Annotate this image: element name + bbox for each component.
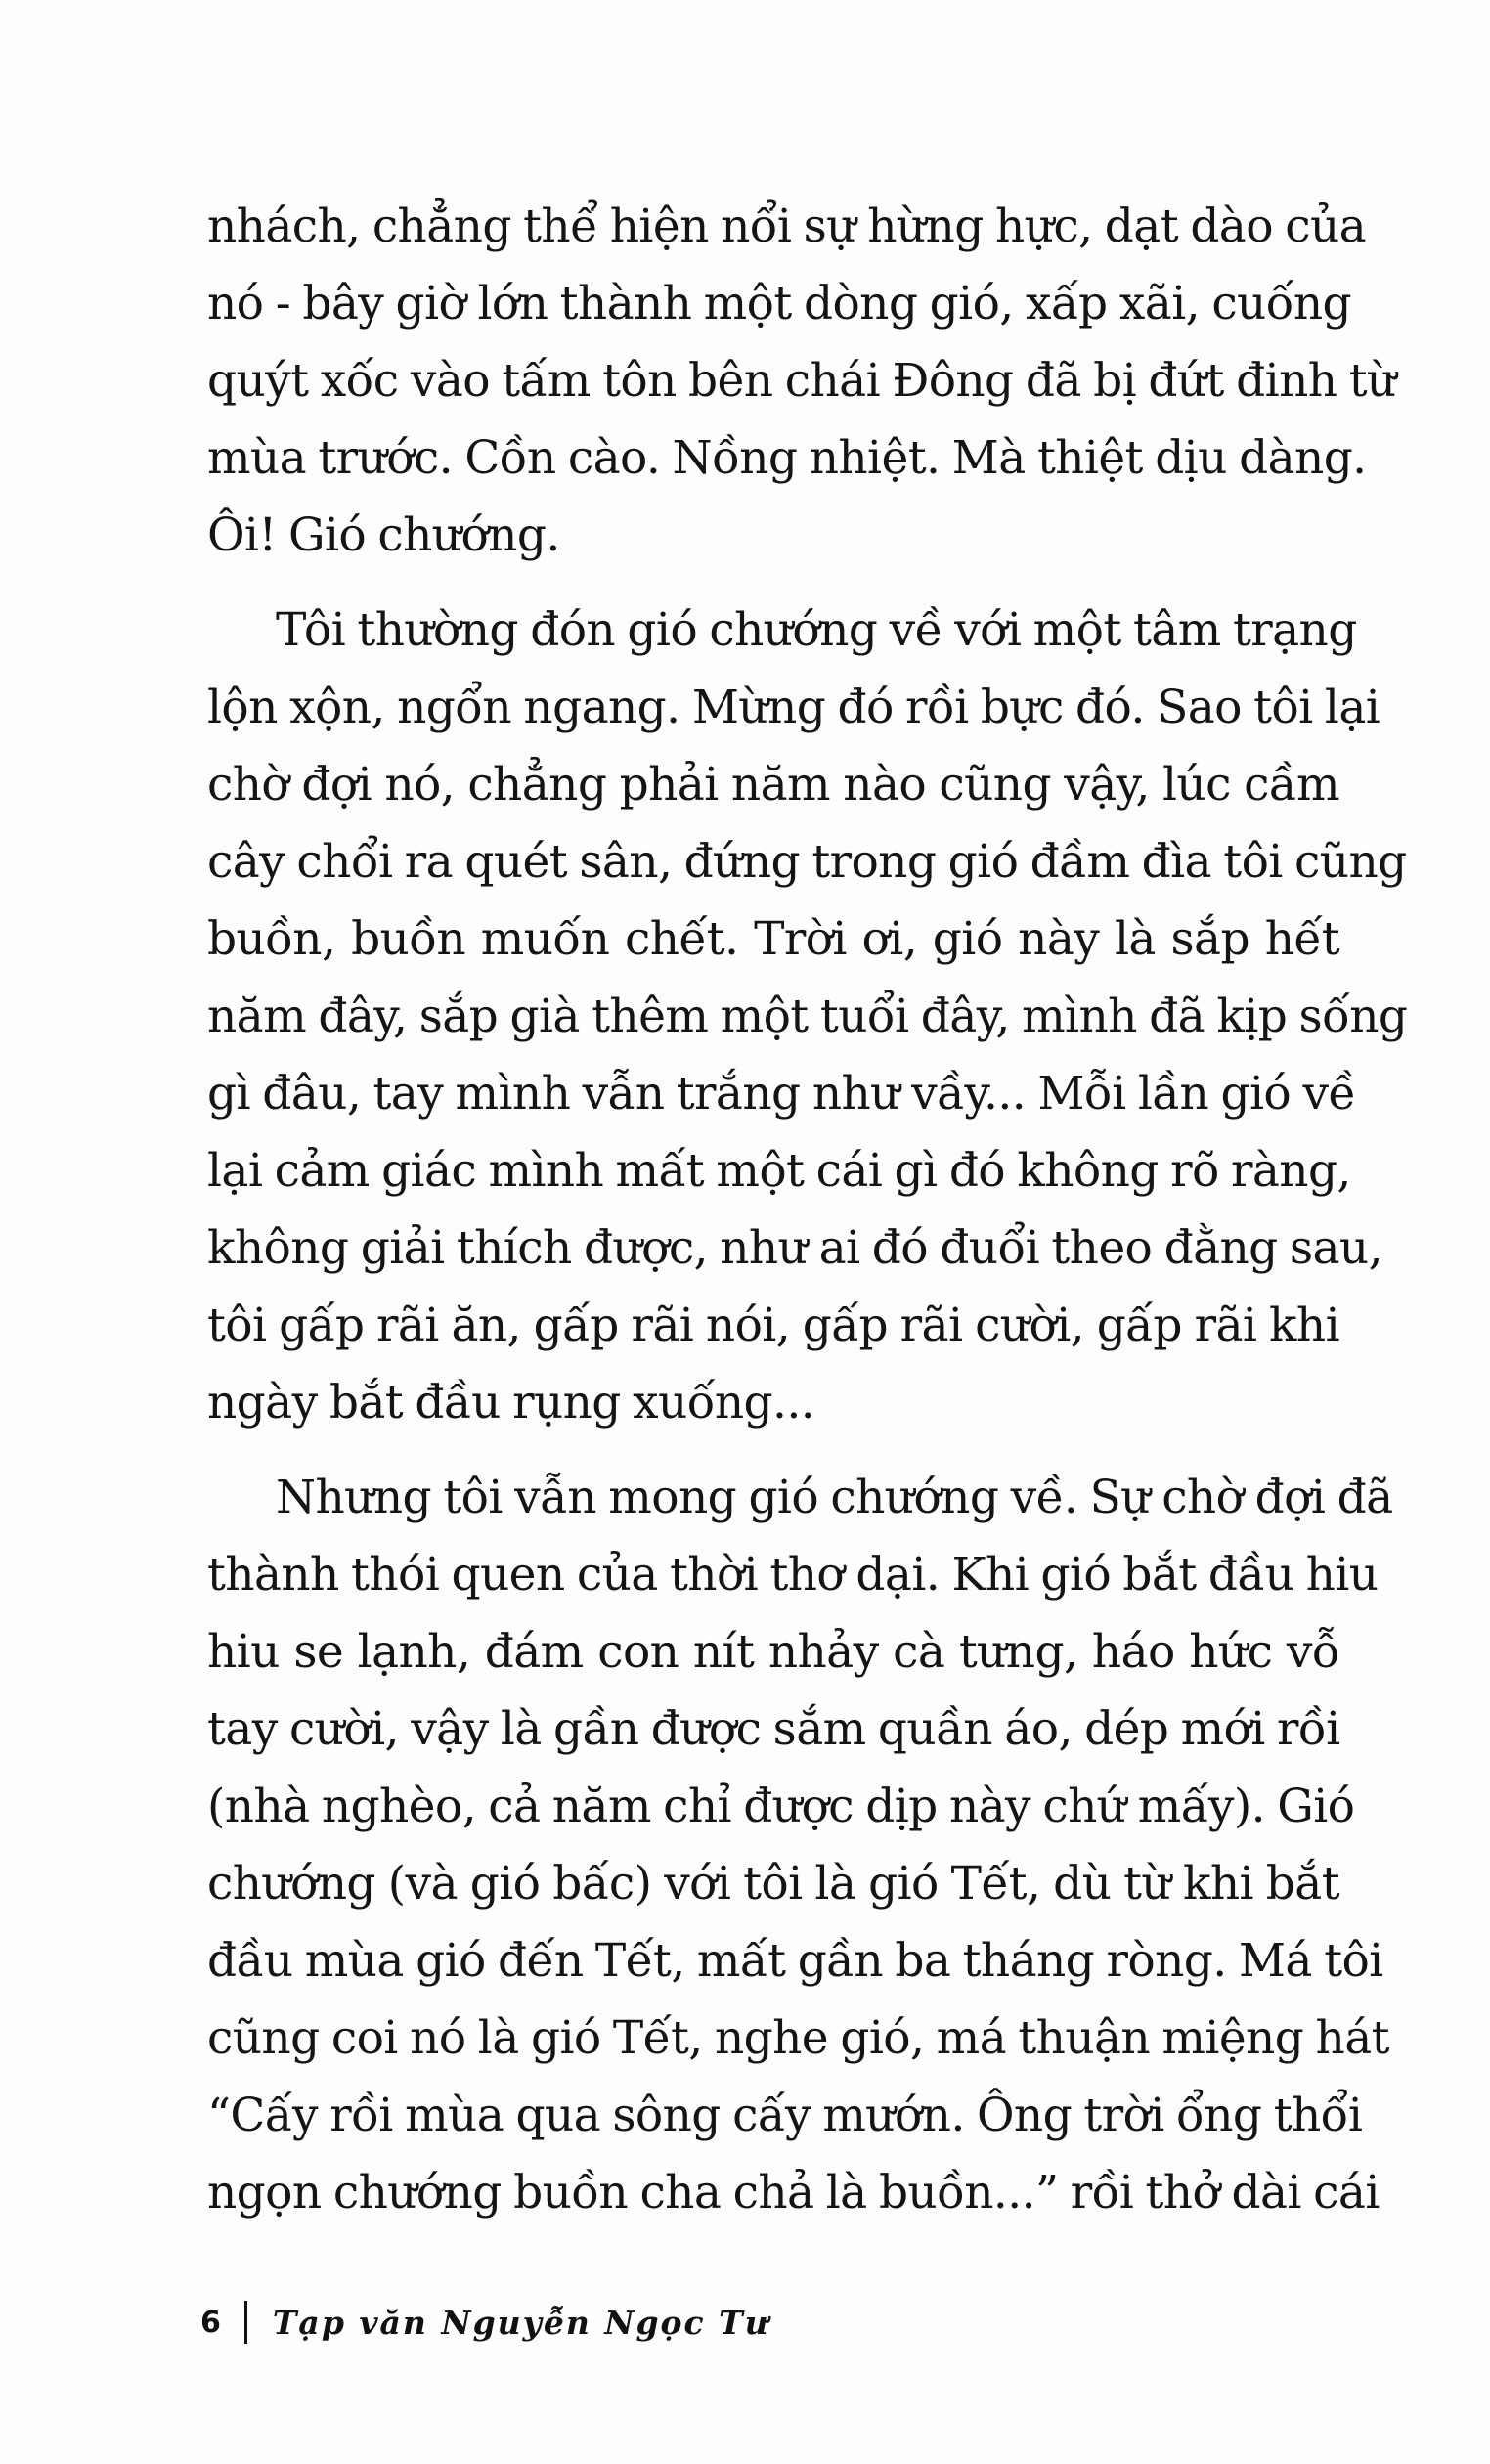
text-line: Nhưng tôi vẫn mong gió chướng về. Sự chờ đợi đã: [276, 1471, 1393, 1524]
text-line: quýt xốc vào tấm tôn bên chái Đông đã bị đứt đinh từ: [207, 354, 1396, 408]
text-line: chướng (và gió bấc) với tôi là gió Tết, dù từ khi bắt: [207, 1857, 1339, 1911]
text-line: cũng coi nó là gió Tết, nghe gió, má thuận miệng hát: [207, 2011, 1389, 2065]
text-line: tay cười, vậy là gần được sắm quần áo, dép mới rồi: [207, 1702, 1340, 1756]
running-title: Tạp văn Nguyễn Ngọc Tư: [272, 2303, 770, 2342]
page-number: 6: [200, 2305, 221, 2340]
text-line: lộn xộn, ngổn ngang. Mừng đó rồi bực đó. Sao tôi lại: [207, 681, 1380, 734]
text-line: năm đây, sắp già thêm một tuổi đây, mình đã kịp sống: [207, 990, 1408, 1043]
text-line: ngày bắt đầu rụng xuống...: [207, 1376, 815, 1430]
text-line: Ôi! Gió chướng.: [207, 508, 560, 562]
text-line: lại cảm giác mình mất một cái gì đó không rõ ràng,: [207, 1144, 1351, 1198]
text-line: nhách, chẳng thể hiện nổi sự hừng hực, dạt dào của: [207, 199, 1367, 253]
text-line: “Cấy rồi mùa qua sông cấy mướn. Ông trời ổng thổi: [207, 2089, 1363, 2142]
text-line: hiu se lạnh, đám con nít nhảy cà tưng, háo hức vỗ: [207, 1625, 1339, 1679]
text-line: buồn, buồn muốn chết. Trời ơi, gió này là sắp hết: [207, 912, 1339, 966]
footer-divider: [244, 2301, 247, 2344]
text-line: (nhà nghèo, cả năm chỉ được dịp này chứ mấy). Gió: [207, 1780, 1355, 1833]
text-line: nó - bây giờ lớn thành một dòng gió, xấp xãi, cuống: [207, 277, 1352, 330]
text-line: gì đâu, tay mình vẫn trắng như vầy... Mỗi lần gió về: [207, 1067, 1356, 1121]
paragraph-1: [207, 188, 1396, 574]
text-line: mùa trước. Cồn cào. Nồng nhiệt. Mà thiệt dịu dàng.: [207, 431, 1367, 485]
text-line: Tôi thường đón gió chướng về với một tâm trạng: [276, 603, 1357, 657]
paragraph-2: [207, 592, 1408, 1441]
page-footer: [200, 2298, 770, 2347]
text-line: cây chổi ra quét sân, đứng trong gió đầm đìa tôi cũng: [207, 835, 1407, 889]
text-line: đầu mùa gió đến Tết, mất gần ba tháng ròng. Má tôi: [207, 1934, 1383, 1988]
text-line: không giải thích được, như ai đó đuổi theo đằng sau,: [207, 1221, 1382, 1275]
text-line: thành thói quen của thời thơ dại. Khi gió bắt đầu hiu: [207, 1548, 1379, 1602]
text-line: tôi gấp rãi ăn, gấp rãi nói, gấp rãi cười, gấp rãi khi: [207, 1298, 1339, 1352]
paragraph-3: [207, 1459, 1393, 2231]
page-body: [207, 188, 1408, 2231]
text-line: chờ đợi nó, chẳng phải năm nào cũng vậy, lúc cầm: [207, 758, 1339, 812]
text-line: ngọn chướng buồn cha chả là buồn...” rồi thở dài cái: [207, 2166, 1380, 2220]
